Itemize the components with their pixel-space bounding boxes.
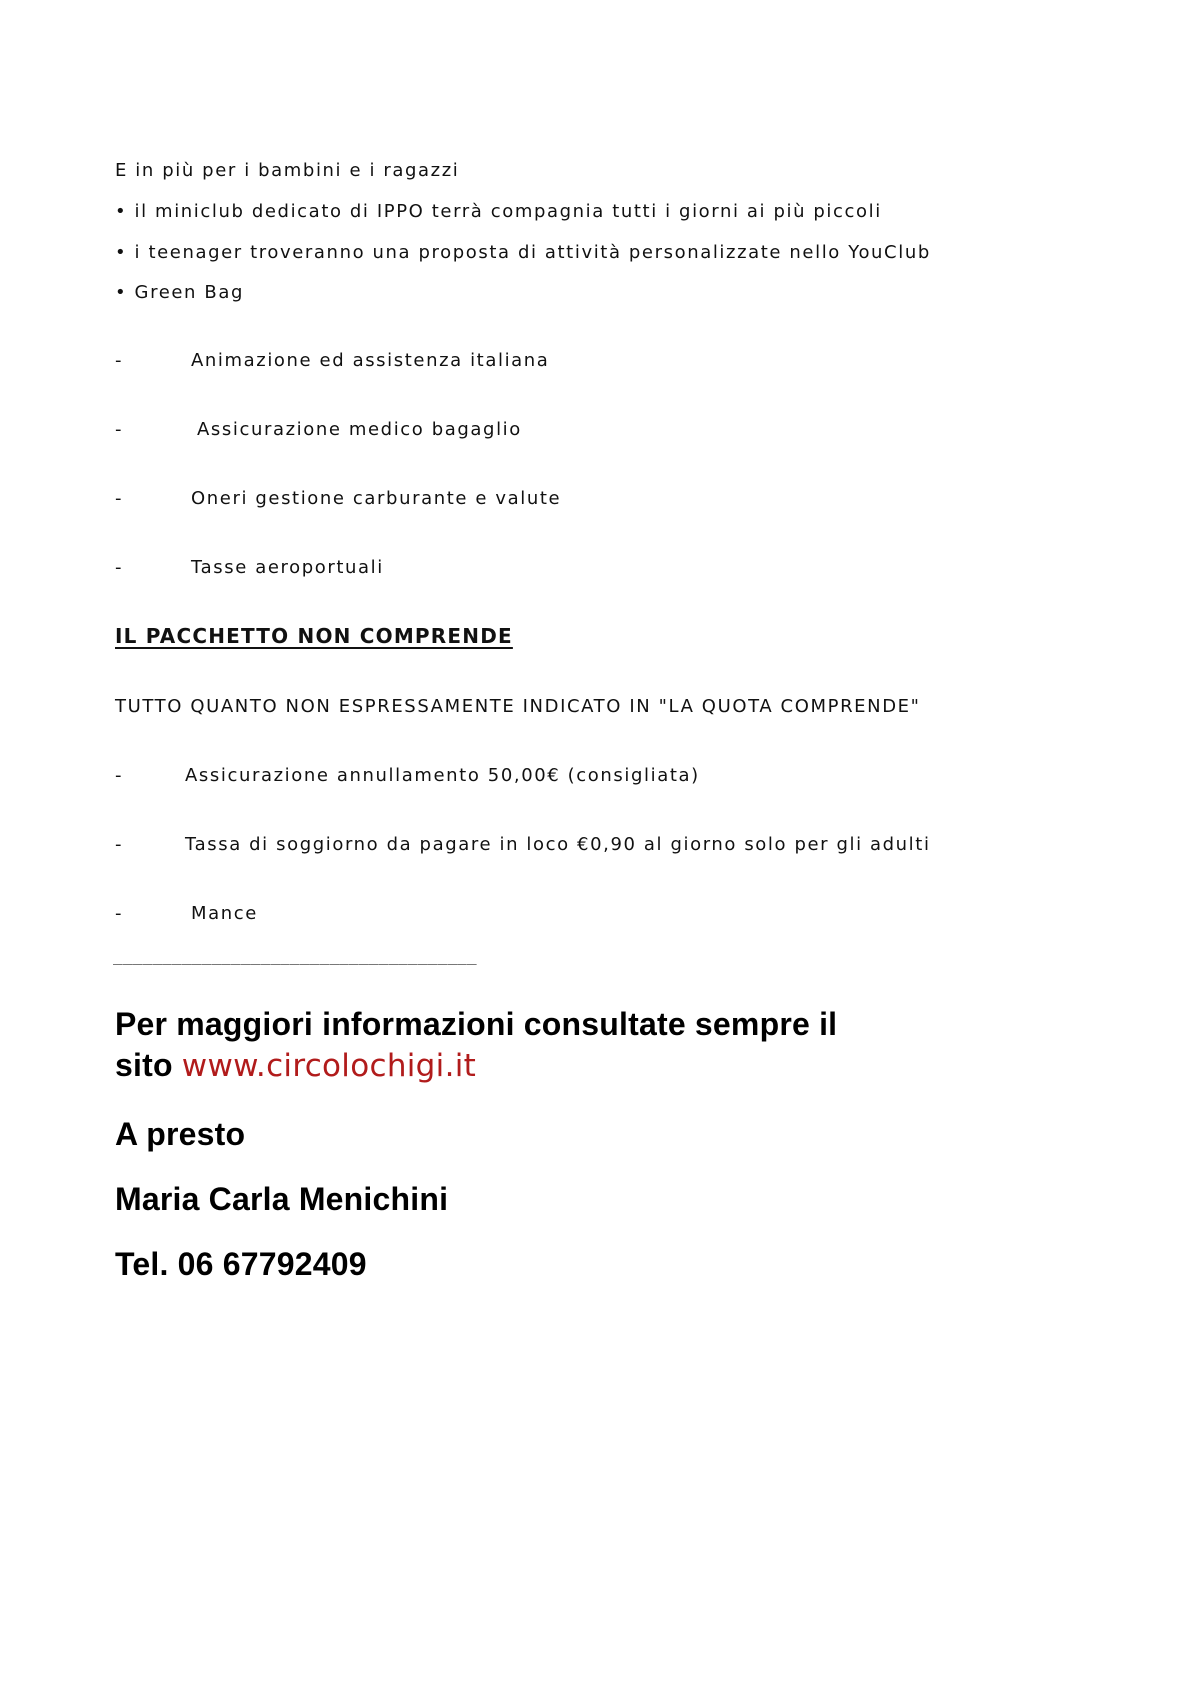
- kids-bullet-green-bag: • Green Bag: [115, 282, 244, 303]
- dash-marker: -: [115, 765, 122, 786]
- signature-name: Maria Carla Menichini: [115, 1181, 449, 1217]
- separator-line: _____________________________________: [113, 946, 477, 965]
- not-included-item-label: Assicurazione annullamento 50,00€ (consigliata): [185, 765, 700, 786]
- phone-number: Tel. 06 67792409: [115, 1246, 367, 1282]
- website-link[interactable]: www.circolochigi.it: [181, 1048, 477, 1084]
- greeting: A presto: [115, 1116, 246, 1152]
- dash-marker: -: [115, 419, 122, 440]
- included-item-label: Assicurazione medico bagaglio: [197, 419, 522, 440]
- not-included-summary: TUTTO QUANTO NON ESPRESSAMENTE INDICATO IN "LA QUOTA COMPRENDE": [115, 696, 921, 717]
- kids-bullet-teenager: • i teenager troveranno una proposta di attività personalizzate nello YouClub: [115, 242, 931, 263]
- included-item-label: Animazione ed assistenza italiana: [191, 350, 550, 371]
- not-included-item-label: Tassa di soggiorno da pagare in loco €0,90 al giorno solo per gli adulti: [185, 834, 931, 855]
- dash-marker: -: [115, 903, 122, 924]
- info-line-1: Per maggiori informazioni consultate sempre il: [115, 1006, 838, 1042]
- kids-intro: E in più per i bambini e i ragazzi: [115, 160, 460, 181]
- dash-marker: -: [115, 488, 122, 509]
- not-included-heading: IL PACCHETTO NON COMPRENDE: [115, 624, 513, 648]
- kids-bullet-miniclub: • il miniclub dedicato di IPPO terrà compagnia tutti i giorni ai più piccoli: [115, 201, 882, 222]
- dash-marker: -: [115, 834, 122, 855]
- dash-marker: -: [115, 557, 122, 578]
- info-line-2-prefix: sito: [115, 1047, 173, 1083]
- included-item-label: Tasse aeroportuali: [191, 557, 384, 578]
- not-included-item-label: Mance: [191, 903, 258, 924]
- info-line-2: [115, 1047, 476, 1084]
- dash-marker: -: [115, 350, 122, 371]
- included-item-label: Oneri gestione carburante e valute: [191, 488, 562, 509]
